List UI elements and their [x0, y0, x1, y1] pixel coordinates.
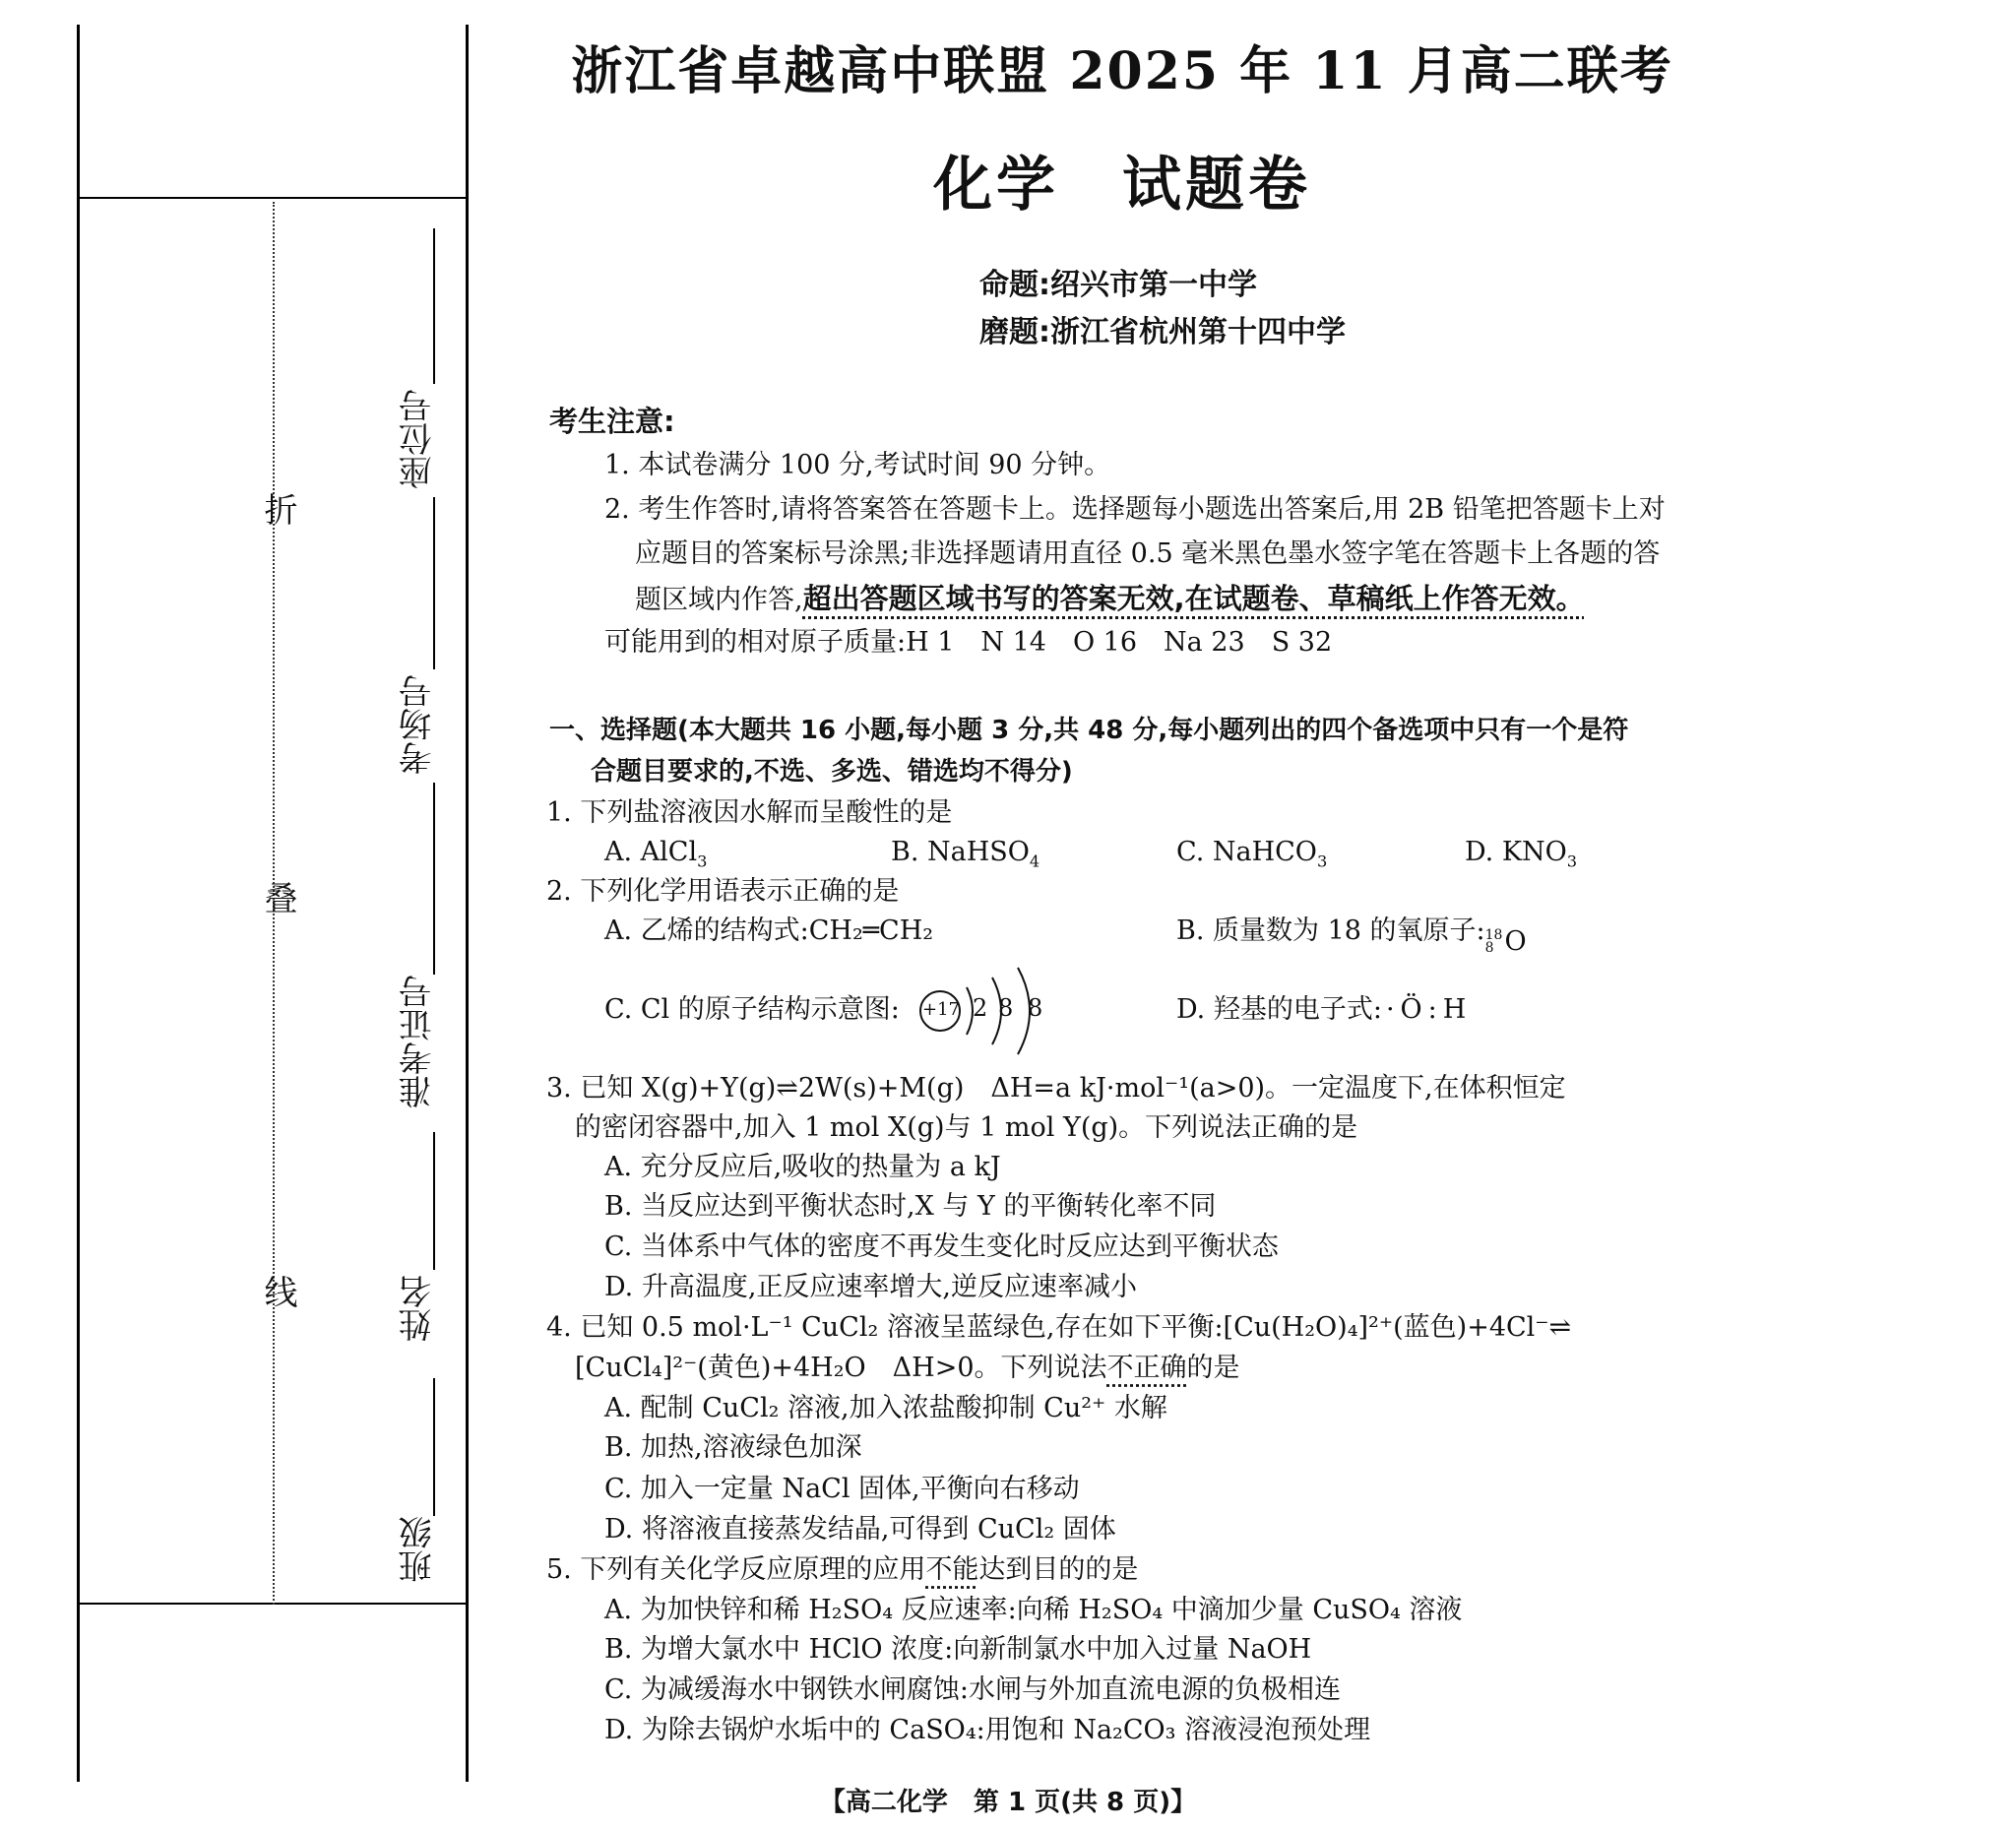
- field-name: 姓名: [399, 1275, 438, 1342]
- q2-option-d: D. 羟基的电子式: ·Ö:H: [1176, 994, 1473, 1025]
- field-class-underline: [433, 1378, 435, 1516]
- q5-option-d: D. 为除去锅炉水垢中的 CaSO₄:用饱和 Na₂CO₃ 溶液浸泡预处理: [604, 1715, 1371, 1745]
- q3-stem-line-1: 3. 已知 X(g)+Y(g)⇌2W(s)+M(g) ΔH=a kJ·mol⁻¹(a>0)。一定温度下,在体积恒定: [546, 1073, 1566, 1104]
- q2-option-c: C. Cl 的原子结构示意图:: [604, 994, 900, 1025]
- q5-option-b: B. 为增大氯水中 HClO 浓度:向新制氯水中加入过量 NaOH: [604, 1634, 1312, 1665]
- q5-stem: 5. 下列有关化学反应原理的应用不能达到目的的是: [546, 1554, 1139, 1585]
- notice-item-2-line-2: 应题目的答案标号涂黑;非选择题请用直径 0.5 毫米黑色墨水签字笔在答题卡上各题的答: [635, 538, 1661, 569]
- q1-option-c: C. NaHCO$_3$: [1176, 837, 1328, 871]
- page-footer: 【高二化学 第 1 页(共 8 页)】: [819, 1788, 1197, 1817]
- proposer: 命题:绍兴市第一中学: [979, 268, 1257, 302]
- q3-stem-line-2: 的密闭容器中,加入 1 mol X(g)与 1 mol Y(g)。下列说法正确的是: [575, 1112, 1358, 1143]
- notice-item-2-line-3-prefix: 题区域内作答,: [635, 585, 803, 615]
- q3-option-a: A. 充分反应后,吸收的热量为 a kJ: [604, 1152, 1001, 1182]
- field-seat-underline: [433, 228, 435, 384]
- q3-option-b: B. 当反应达到平衡状态时,X 与 Y 的平衡转化率不同: [604, 1191, 1217, 1222]
- field-exam-room-underline: [433, 497, 435, 669]
- field-exam-room: 考场号: [399, 674, 438, 775]
- notice-heading: 考生注意:: [549, 405, 675, 438]
- q2-option-a: A. 乙烯的结构式:CH₂═CH₂: [604, 915, 934, 946]
- notice-item-2-line-1: 2. 考生作答时,请将答案答在答题卡上。选择题每小题选出答案后,用 2B 铅笔把答题卡上对: [604, 494, 1666, 525]
- field-name-underline: [433, 1132, 435, 1270]
- exam-subtitle: 化学 试题卷: [933, 151, 1311, 220]
- q3-option-d: D. 升高温度,正反应速率增大,逆反应速率减小: [604, 1272, 1138, 1302]
- fold-char-3: 线: [258, 1275, 297, 1308]
- field-admission-number: 准考证号: [399, 975, 438, 1108]
- q5-option-a: A. 为加快锌和稀 H₂SO₄ 反应速率:向稀 H₂SO₄ 中滴加少量 CuSO₄ 溶液: [604, 1595, 1463, 1625]
- field-seat-number: 座位号: [399, 389, 438, 489]
- cl-shell-2: 8: [998, 994, 1014, 1022]
- q4-stem-line-1: 4. 已知 0.5 mol·L⁻¹ CuCl₂ 溶液呈蓝绿色,存在如下平衡:[Cu(H₂O)₄]²⁺(蓝色)+4Cl⁻⇌: [546, 1312, 1572, 1343]
- notice-item-1: 1. 本试卷满分 100 分,考试时间 90 分钟。: [604, 450, 1111, 480]
- q5-option-c: C. 为减缓海水中钢铁水闸腐蚀:水闸与外加直流电源的负极相连: [604, 1674, 1341, 1705]
- field-class: 班级: [399, 1516, 438, 1583]
- hydroxyl-electron-formula: ·Ö:H: [1385, 994, 1473, 1025]
- reviewer: 磨题:浙江省杭州第十四中学: [979, 315, 1346, 349]
- q1-option-a: A. AlCl$_3$: [604, 837, 708, 871]
- q4-option-a: A. 配制 CuCl₂ 溶液,加入浓盐酸抑制 Cu²⁺ 水解: [604, 1393, 1167, 1423]
- q1-option-d: D. $KNO_3$: [1465, 837, 1578, 871]
- q3-option-c: C. 当体系中气体的密度不再发生变化时反应达到平衡状态: [604, 1231, 1279, 1262]
- cl-shell-3: 8: [1028, 994, 1043, 1022]
- field-admission-underline: [433, 783, 435, 975]
- q1-stem: 1. 下列盐溶液因水解而呈酸性的是: [546, 797, 953, 828]
- q4-emphasis: 不正确: [1106, 1353, 1187, 1383]
- exam-title: 浙江省卓越高中联盟 2025 年 11 月高二联考: [571, 41, 1673, 101]
- cl-shell-1: 2: [973, 994, 988, 1022]
- isotope-notation: 18 8 O: [1484, 926, 1527, 957]
- q2-stem: 2. 下列化学用语表示正确的是: [546, 876, 900, 907]
- q4-option-c: C. 加入一定量 NaCl 固体,平衡向右移动: [604, 1474, 1080, 1504]
- binding-right-border: [466, 25, 469, 1782]
- notice-warning: 超出答题区域书写的答案无效,在试题卷、草稿纸上作答无效。: [802, 582, 1585, 615]
- binding-top-rule: [77, 197, 469, 199]
- q4-stem-line-2: [CuCl₄]²⁻(黄色)+4H₂O ΔH>0。下列说法不正确的是: [575, 1353, 1240, 1383]
- q5-emphasis: 不能: [925, 1554, 979, 1585]
- cl-nucleus-label: +17: [922, 999, 960, 1020]
- fold-char-1: 折: [258, 492, 297, 526]
- fold-char-2: 叠: [258, 881, 297, 915]
- q2-option-b: B. 质量数为 18 的氧原子: 18 8 O: [1176, 914, 1527, 960]
- binding-left-border: [77, 25, 80, 1782]
- notice-item-2-line-3: [635, 581, 1585, 618]
- q4-option-d: D. 将溶液直接蒸发结晶,可得到 CuCl₂ 固体: [604, 1514, 1116, 1545]
- section-1-heading-line-2: 合题目要求的,不选、多选、错选均不得分): [591, 757, 1073, 787]
- atomic-mass: 可能用到的相对原子质量:H 1 N 14 O 16 Na 23 S 32: [604, 627, 1333, 658]
- q1-option-b: B. NaHSO$_4$: [891, 837, 1040, 871]
- q4-option-b: B. 加热,溶液绿色加深: [604, 1432, 862, 1463]
- section-1-heading-line-1: 一、选择题(本大题共 16 小题,每小题 3 分,共 48 分,每小题列出的四个备选项中只有一个是符: [549, 716, 1629, 745]
